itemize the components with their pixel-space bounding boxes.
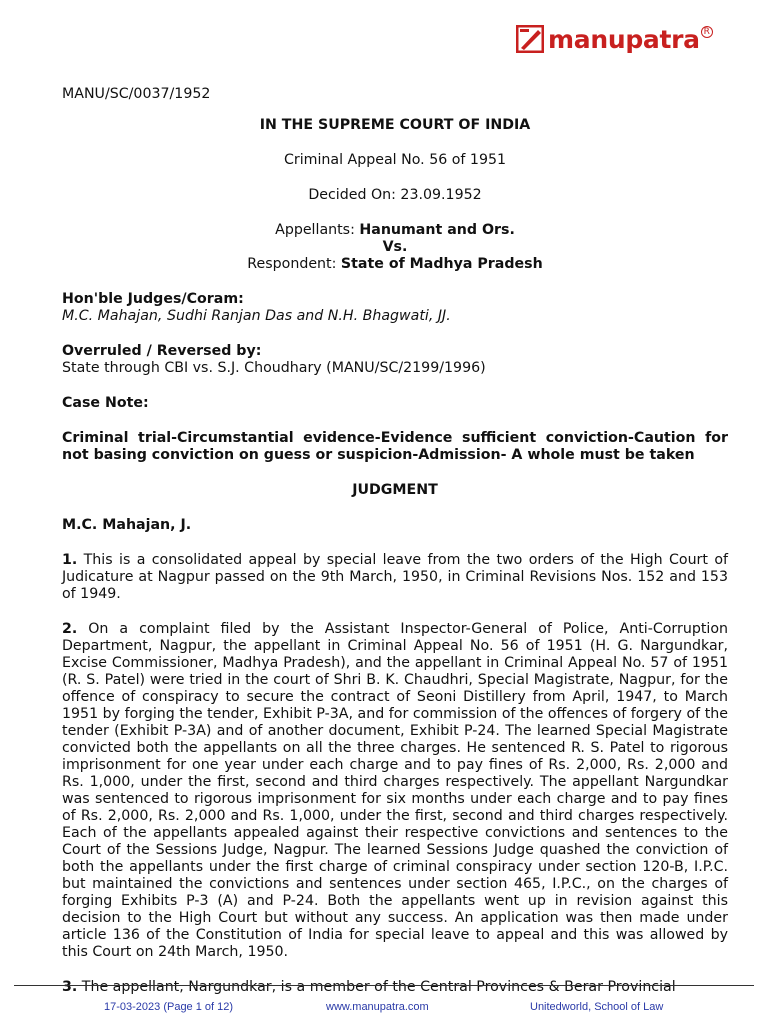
- registered-mark: R: [701, 26, 713, 38]
- respondent-name: State of Madhya Pradesh: [340, 256, 543, 272]
- court-name: IN THE SUPREME COURT OF INDIA: [259, 117, 531, 133]
- footer-institution: Unitedworld, School of Law: [530, 1001, 664, 1013]
- paragraph-text: This is a consolidated appeal by special leave from the two orders of the High Court of Judicature at Nagpur passed on the 9th March, 1950, in Criminal Revisions Nos. 152 and 153 of 1949.: [62, 552, 728, 602]
- versus: Vs.: [382, 239, 408, 255]
- brand-name: manupatra: [548, 24, 700, 54]
- manupatra-mark-icon: [516, 25, 544, 53]
- appellants-line: [62, 222, 728, 239]
- judgment-heading: JUDGMENT: [352, 482, 438, 498]
- respondent-label: Respondent:: [247, 256, 341, 272]
- citation: MANU/SC/0037/1952: [62, 86, 211, 102]
- overruled-heading: Overruled / Reversed by:: [62, 343, 262, 359]
- paragraph-number: 2.: [62, 621, 78, 637]
- footer-website-link[interactable]: www.manupatra.com: [326, 1001, 429, 1013]
- paragraph-3: [62, 979, 728, 996]
- appellants-label: Appellants:: [275, 222, 360, 238]
- case-note-heading: Case Note:: [62, 395, 149, 411]
- judges-names: M.C. Mahajan, Sudhi Ranjan Das and N.H. Bhagwati, JJ.: [62, 308, 451, 324]
- manupatra-logo: [516, 22, 713, 56]
- appellants-names: Hanumant and Ors.: [359, 222, 515, 238]
- paragraph-1: [62, 552, 728, 603]
- case-note-text: Criminal trial-Circumstantial evidence-Evidence sufficient conviction-Caution for not basing conviction on guess or suspicion-Admission- A whole must be taken: [62, 430, 728, 463]
- respondent-line: [62, 256, 728, 273]
- judges-heading: Hon'ble Judges/Coram:: [62, 291, 244, 307]
- paragraph-2: [62, 621, 728, 961]
- document-body: [62, 86, 728, 996]
- decided-date: Decided On: 23.09.1952: [308, 187, 482, 203]
- parties: [62, 222, 728, 273]
- paragraph-text: On a complaint filed by the Assistant Inspector-General of Police, Anti-Corruption Department, Nagpur, the appellant in Criminal Appeal No. 56 of 1951 (H. G. Nargundkar, Excise Commissioner, Madhya Pradesh), and the appellant in Criminal Appeal No. 57 of 1951 (R. S. Patel) were tried in the court of Shri B. K. Chaudhri, Special Magistrate, Nagpur, for the offence of conspiracy to secure the contract of Seoni Distillery from April, 1947, to March 1951 by forging the tender, Exhibit P-3A, and for commission of the offences of forgery of the tender (Exhibit P-3A) and of another document, Exhibit P-24. The learned Special Magistrate convicted both the appellants on all the three charges. He sentenced R. S. Patel to rigorous imprisonment for one year under each charge and to pay fines of Rs. 2,000, Rs. 2,000 and Rs. 1,000, under the first, second and third charges respectively. The appellant Nargundkar was sentenced to rigorous imprisonment for six months under each charge and to pay fines of Rs. 2,000, Rs. 2,000 and Rs. 1,000, under the first, second and third charges respectively. Each of the appellants appealed against their respective convictions and sentences to the Court of the Sessions Judge, Nagpur. The learned Sessions Judge quashed the conviction of both the appellants under the first charge of criminal conspiracy under section 120-B, I.P.C. but maintained the convictions and sentences under section 465, I.P.C., on the charges of forging Exhibits P-3 (A) and P-24. Both the appellants went up in revision against this decision to the High Court but without any success. An application was then made under article 136 of the Constitution of India for special leave to appeal and this was allowed by this Court on 24th March, 1950.: [62, 621, 729, 960]
- footer-divider: [14, 985, 754, 986]
- author: M.C. Mahajan, J.: [62, 517, 192, 533]
- paragraph-number: 1.: [62, 552, 78, 568]
- paragraph-number: 3.: [62, 979, 78, 995]
- overruled-case: State through CBI vs. S.J. Choudhary (MANU/SC/2199/1996): [62, 360, 486, 376]
- paragraph-text: The appellant, Nargundkar, is a member of the Central Provinces & Berar Provincial: [81, 979, 676, 995]
- footer-date-page: 17-03-2023 (Page 1 of 12): [104, 1001, 234, 1013]
- appeal-number: Criminal Appeal No. 56 of 1951: [283, 152, 507, 168]
